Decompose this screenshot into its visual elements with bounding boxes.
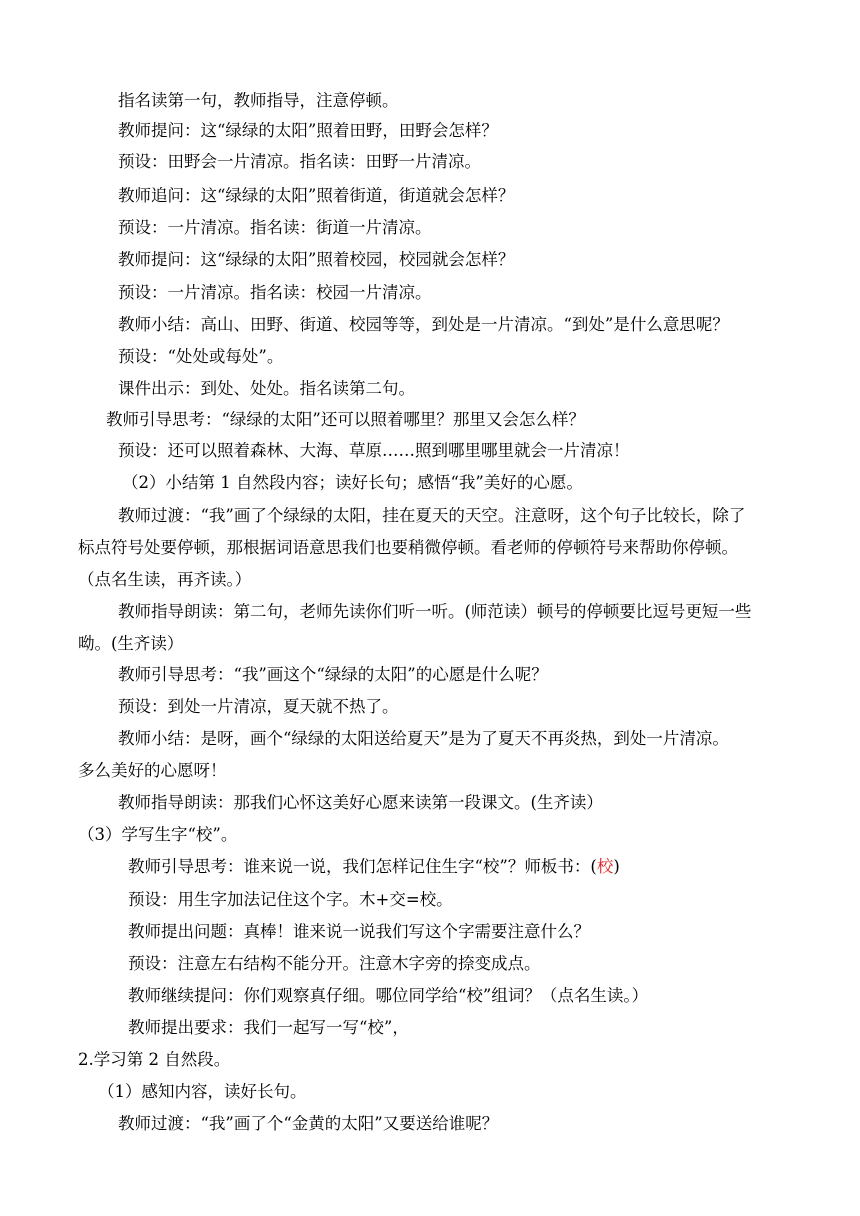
paragraph-line: 预设：“处处或每处”。 xyxy=(118,347,284,366)
paragraph-line: 预设：还可以照着森林、大海、草原……照到哪里哪里就会一片清凉！ xyxy=(118,441,630,460)
paragraph-line: 课件出示：到处、处处。指名读第二句。 xyxy=(118,379,415,398)
line-text: ) xyxy=(613,857,620,876)
paragraph-line: 教师追问：这“绿绿的太阳”照着街道，街道就会怎样？ xyxy=(118,186,515,205)
paragraph-line: 教师指导朗读：那我们心怀这美好心愿来读第一段课文。(生齐读） xyxy=(118,793,603,812)
paragraph-line: 教师继续提问：你们观察真仔细。哪位同学给“校”组词？（点名生读。） xyxy=(128,986,649,1005)
paragraph-line: 指名读第一句，教师指导，注意停顿。 xyxy=(118,91,399,110)
section-heading: 2.学习第 2 自然段。 xyxy=(78,1050,231,1069)
paragraph-line: 教师小结：是呀，画个“绿绿的太阳送给夏天”是为了夏天不再炎热，到处一片清凉。 xyxy=(118,729,729,748)
paragraph-line: 呦。(生齐读） xyxy=(78,634,184,653)
paragraph-line: 教师提出要求：我们一起写一写“校”， xyxy=(128,1018,409,1037)
paragraph-line: 预设：到处一片清凉，夏天就不热了。 xyxy=(118,697,399,716)
paragraph-line: 多么美好的心愿呀！ xyxy=(78,761,227,780)
paragraph-line: 教师提问：这“绿绿的太阳”照着田野，田野会怎样？ xyxy=(118,121,498,140)
board-character-red: 校 xyxy=(596,857,614,876)
paragraph-line: 教师提出问题：真棒！谁来说一说我们写这个字需要注意什么？ xyxy=(128,922,590,941)
paragraph-line: 教师引导思考：“绿绿的太阳”还可以照着哪里？那里又会怎么样？ xyxy=(106,410,585,429)
paragraph-line xyxy=(128,855,620,879)
paragraph-line: 标点符号处要停顿，那根据词语意思我们也要稍微停顿。看老师的停顿符号来帮助你停顿。 xyxy=(78,538,738,557)
paragraph-line: （点名生读，再齐读。） xyxy=(78,570,252,589)
paragraph-line: 教师指导朗读：第二句，老师先读你们听一听。(师范读）顿号的停顿要比逗号更短一些 xyxy=(118,602,752,621)
paragraph-line: 预设：一片清凉。指名读：街道一片清凉。 xyxy=(118,218,432,237)
paragraph-line: 教师引导思考：“我”画这个“绿绿的太阳”的心愿是什么呢？ xyxy=(118,665,548,684)
subsection-heading: （2）小结第 1 自然段内容；读好长句；感悟“我”美好的心愿。 xyxy=(122,473,583,492)
line-text: 教师引导思考：谁来说一说，我们怎样记住生字“校”？师板书：( xyxy=(128,857,597,876)
paragraph-line: 教师提问：这“绿绿的太阳”照着校园，校园就会怎样？ xyxy=(118,250,515,269)
subsection-heading: （1）感知内容，读好长句。 xyxy=(98,1082,307,1101)
paragraph-line: 教师小结：高山、田野、街道、校园等等，到处是一片清凉。“到处”是什么意思呢？ xyxy=(118,315,729,334)
paragraph-line: 预设：用生字加法记住这个字。木+交=校。 xyxy=(128,890,453,909)
paragraph-line: 教师过渡：“我”画了个绿绿的太阳，挂在夏天的天空。注意呀，这个句子比较长，除了 xyxy=(118,506,746,525)
paragraph-line: 预设：一片清凉。指名读：校园一片清凉。 xyxy=(118,283,432,302)
subsection-heading: （3）学写生字“校”。 xyxy=(78,825,238,844)
paragraph-line: 预设：注意左右结构不能分开。注意木字旁的捺变成点。 xyxy=(128,954,541,973)
paragraph-line: 教师过渡：“我”画了个“金黄的太阳”又要送给谁呢？ xyxy=(118,1114,499,1133)
paragraph-line: 预设：田野会一片清凉。指名读：田野一片清凉。 xyxy=(118,152,481,171)
